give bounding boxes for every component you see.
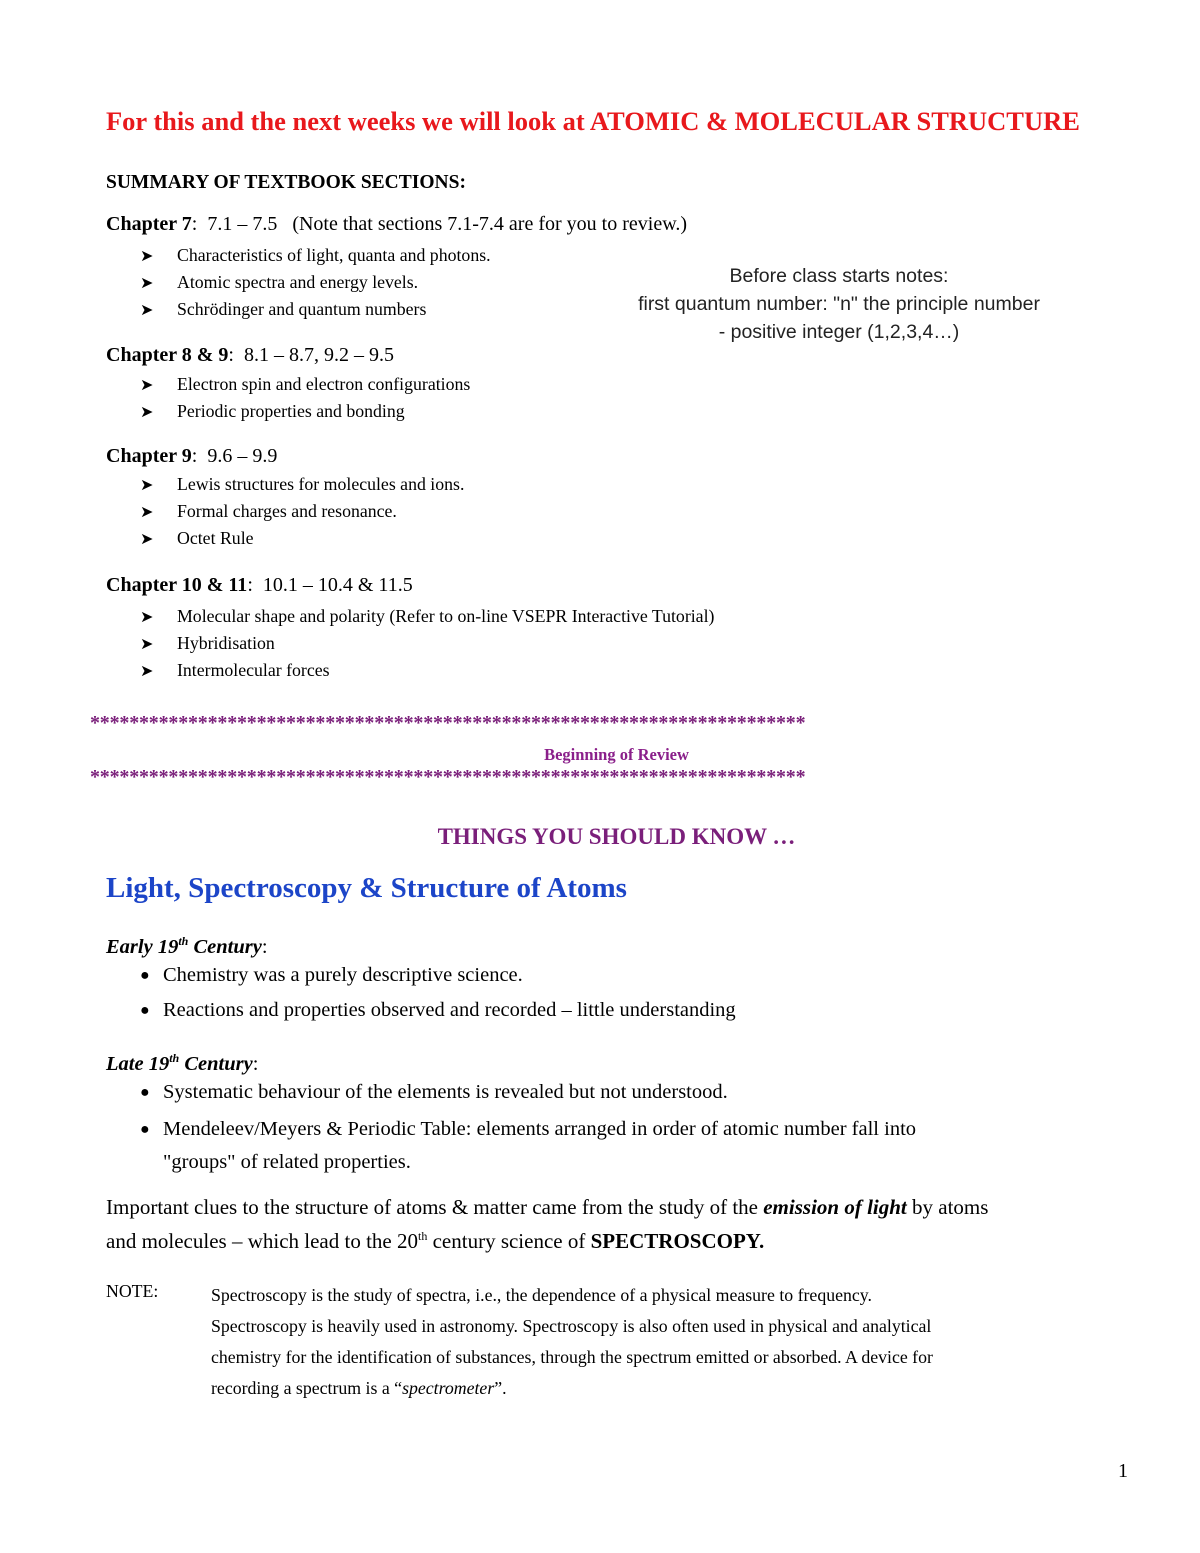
arrow-icon: ➤	[140, 529, 154, 548]
arrow-icon: ➤	[140, 475, 154, 494]
star-divider-bottom: *************************************************************************	[90, 766, 806, 788]
chapter-topic-list	[140, 471, 464, 552]
section-heading: Light, Spectroscopy & Structure of Atoms	[106, 872, 627, 904]
class-notes-line: Before class starts notes:	[729, 265, 949, 287]
late-century-list	[140, 1076, 916, 1179]
chapter-topic-list	[140, 371, 470, 425]
chapter-label: Chapter 9	[106, 445, 192, 467]
arrow-icon: ➤	[140, 375, 154, 394]
chapter-heading: Chapter 9: 9.6 – 9.9	[106, 445, 278, 467]
late-century-heading: Late 19th Century:	[106, 1051, 259, 1075]
chapter-detail: 9.6 – 9.9	[207, 445, 278, 467]
chapter-heading: Chapter 8 & 9: 8.1 – 8.7, 9.2 – 9.5	[106, 344, 394, 366]
list-item: ➤ Electron spin and electron configurations	[140, 371, 470, 398]
class-notes	[600, 262, 1078, 346]
chapter-detail: 8.1 – 8.7, 9.2 – 9.5	[243, 344, 394, 366]
arrow-icon: ➤	[140, 634, 154, 653]
list-item: ➤ Molecular shape and polarity (Refer to on-line VSEPR Interactive Tutorial)	[140, 603, 714, 630]
chapter-label: Chapter 7	[106, 213, 192, 235]
bullet-icon: ●	[140, 1121, 150, 1138]
list-item: ➤ Formal charges and resonance.	[140, 498, 464, 525]
summary-heading: SUMMARY OF TEXTBOOK SECTIONS:	[106, 172, 466, 193]
note-line: Spectroscopy is the study of spectra, i.e., the dependence of a physical measure to frequency.	[211, 1285, 872, 1305]
chapter-heading: Chapter 7: 7.1 – 7.5 (Note that sections 7.1-7.4 are for you to review.)	[106, 213, 687, 235]
list-item: ● Chemistry was a purely descriptive science.	[140, 959, 736, 992]
arrow-icon: ➤	[140, 246, 154, 265]
list-item: ➤ Octet Rule	[140, 525, 464, 552]
list-item: ➤ Lewis structures for molecules and ions.	[140, 471, 464, 498]
early-century-heading: Early 19th Century:	[106, 934, 268, 958]
arrow-icon: ➤	[140, 300, 154, 319]
arrow-icon: ➤	[140, 402, 154, 421]
note-line: recording a spectrum is a “spectrometer”.	[211, 1378, 507, 1398]
clues-paragraph-line: Important clues to the structure of atoms & matter came from the study of the emission of light by atoms	[106, 1195, 989, 1219]
chapter-label: Chapter 8 & 9	[106, 344, 229, 366]
note-label: NOTE:	[106, 1281, 159, 1301]
class-notes-line: - positive integer (1,2,3,4…)	[718, 321, 960, 343]
bullet-icon: ●	[140, 1002, 150, 1019]
arrow-icon: ➤	[140, 273, 154, 292]
note-line: chemistry for the identification of substances, through the spectrum emitted or absorbed. A device for	[211, 1347, 933, 1367]
chapter-heading: Chapter 10 & 11: 10.1 – 10.4 & 11.5	[106, 574, 413, 596]
list-item: ➤ Hybridisation	[140, 630, 714, 657]
bullet-icon: ●	[140, 967, 150, 984]
page-number: 1	[1118, 1460, 1128, 1482]
list-item: ➤ Periodic properties and bonding	[140, 398, 470, 425]
things-heading: THINGS YOU SHOULD KNOW …	[437, 824, 796, 849]
arrow-icon: ➤	[140, 607, 154, 626]
chapter-detail: 10.1 – 10.4 & 11.5	[262, 574, 413, 596]
list-item: ➤ Intermolecular forces	[140, 657, 714, 684]
list-item: ● Mendeleev/Meyers & Periodic Table: elements arranged in order of atomic number fall into	[140, 1113, 916, 1146]
list-item: ● Systematic behaviour of the elements is revealed but not understood.	[140, 1076, 916, 1109]
chapter-detail: 7.1 – 7.5 (Note that sections 7.1-7.4 are for you to review.)	[207, 213, 687, 235]
list-item: ➤ Atomic spectra and energy levels.	[140, 269, 491, 296]
note-line: Spectroscopy is heavily used in astronomy. Spectroscopy is also often used in physical and analytical	[211, 1316, 932, 1336]
chapter-topic-list	[140, 603, 714, 684]
clues-paragraph-line: and molecules – which lead to the 20th century science of SPECTROSCOPY.	[106, 1229, 765, 1253]
review-label: Beginning of Review	[544, 745, 689, 764]
arrow-icon: ➤	[140, 661, 154, 680]
list-item: ● Reactions and properties observed and recorded – little understanding	[140, 994, 736, 1027]
list-item: ➤ Characteristics of light, quanta and photons.	[140, 242, 491, 269]
list-item: "groups" of related properties.	[163, 1151, 411, 1173]
list-item: ➤ Schrödinger and quantum numbers	[140, 296, 491, 323]
star-divider-top: *************************************************************************	[90, 712, 806, 734]
class-notes-line: first quantum number: "n" the principle number	[638, 293, 1040, 315]
chapter-topic-list	[140, 242, 491, 323]
bullet-icon: ●	[140, 1084, 150, 1101]
early-century-list	[140, 959, 736, 1027]
page-title: For this and the next weeks we will look at ATOMIC & MOLECULAR STRUCTURE	[106, 106, 1080, 136]
chapter-label: Chapter 10 & 11	[106, 574, 248, 596]
arrow-icon: ➤	[140, 502, 154, 521]
note-text	[211, 1280, 933, 1404]
